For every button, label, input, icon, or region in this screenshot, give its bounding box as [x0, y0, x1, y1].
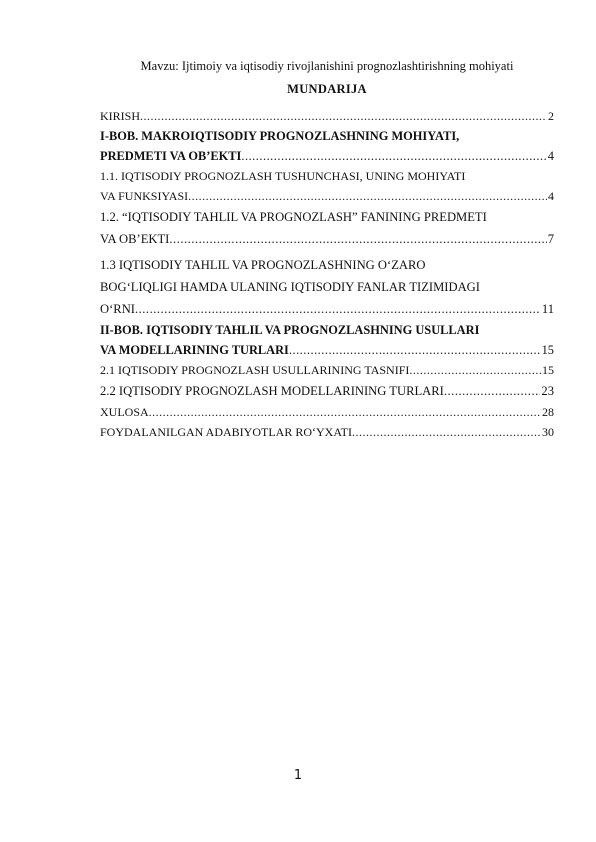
toc-page-number: 15	[541, 343, 554, 357]
toc-page-number: 7	[547, 232, 554, 246]
toc-entry-2-2[interactable]	[100, 380, 554, 402]
toc-entry-chapter-2[interactable]	[100, 320, 554, 340]
dot-leader	[409, 360, 541, 380]
toc-entry-1-2-cont[interactable]	[100, 228, 554, 250]
toc-entry-title: VA OB’EKTI	[100, 232, 170, 246]
toc-entry-1-1[interactable]	[100, 166, 554, 186]
toc-page-number: 4	[547, 149, 554, 163]
toc-entry-title: XULOSA	[100, 405, 149, 419]
toc-entry-chapter-2-cont[interactable]	[100, 340, 554, 360]
toc-entry-title: 1.2. “IQTISODIY TAHLIL VA PROGNOZLASH” FANINING PREDMETI	[100, 210, 487, 224]
toc-entry-title: VA MODELLARINING TURLARI	[100, 343, 289, 357]
toc-entry-title: VA FUNKSIYASI	[100, 189, 189, 203]
dot-leader	[444, 380, 541, 402]
dot-leader	[289, 340, 541, 360]
toc-entry-title: O‘RNI	[100, 302, 135, 316]
toc-entry-title: I-BOB. MAKROIQTISODIY PROGNOZLASHNING MOHIYATI,	[100, 129, 460, 143]
toc-entry-title: 1.1. IQTISODIY PROGNOZLASH TUSHUNCHASI, UNING MOHIYATI	[100, 169, 466, 183]
toc-entry-title: 2.2 IQTISODIY PROGNOZLASH MODELLARINING TURLARI	[100, 384, 444, 398]
toc-entry-title: FOYDALANILGAN ADABIYOTLAR RO‘YXATI	[100, 425, 352, 439]
topic-line: Mavzu: Ijtimoiy va iqtisodiy rivojlanishini prognozlashtirishning mohiyati	[140, 59, 514, 73]
toc-page-number: 11	[541, 302, 554, 316]
toc-entry-1-2[interactable]	[100, 206, 554, 228]
dot-leader	[140, 106, 547, 126]
toc-entry-references[interactable]	[100, 422, 554, 442]
table-of-contents	[100, 106, 554, 442]
toc-entry-title: II-BOB. IQTISODIY TAHLIL VA PROGNOZLASHNING USULLARI	[100, 323, 480, 337]
toc-page-number: 30	[542, 425, 554, 439]
toc-entry-title: KIRISH	[100, 109, 141, 123]
dot-leader	[241, 146, 546, 166]
toc-entry-chapter-1[interactable]	[100, 126, 554, 146]
toc-entry-1-1-cont[interactable]	[100, 186, 554, 206]
dot-leader	[135, 298, 541, 320]
toc-page-number: 4	[548, 189, 554, 203]
toc-entry-conclusion[interactable]	[100, 402, 554, 422]
toc-entry-2-1[interactable]	[100, 360, 554, 380]
toc-entry-title: PREDMETI VA OB’EKTI	[100, 149, 242, 163]
toc-entry-1-3-cont[interactable]	[100, 276, 554, 298]
toc-page-number: 15	[542, 363, 554, 377]
dot-leader	[188, 186, 547, 206]
toc-entry-title: BOG‘LIQLIGI HAMDA ULANING IQTISODIY FANLAR TIZIMIDAGI	[100, 280, 480, 294]
toc-entry-1-3-end[interactable]	[100, 298, 554, 320]
page-number: 1	[293, 768, 303, 783]
toc-entry-title: 1.3 IQTISODIY TAHLIL VA PROGNOZLASHNING O‘ZARO	[100, 258, 426, 272]
dot-leader	[169, 228, 546, 250]
toc-heading: MUNDARIJA	[287, 82, 367, 96]
toc-page-number: 2	[548, 109, 554, 123]
toc-entry-chapter-1-cont[interactable]	[100, 146, 554, 166]
toc-page-number: 28	[542, 405, 554, 419]
dot-leader	[149, 402, 541, 422]
toc-entry-introduction[interactable]	[100, 106, 554, 126]
dot-leader	[352, 422, 541, 442]
toc-entry-title: 2.1 IQTISODIY PROGNOZLASH USULLARINING TASNIFI	[100, 363, 410, 377]
toc-entry-1-3[interactable]	[100, 254, 554, 276]
toc-page-number: 23	[541, 384, 554, 398]
